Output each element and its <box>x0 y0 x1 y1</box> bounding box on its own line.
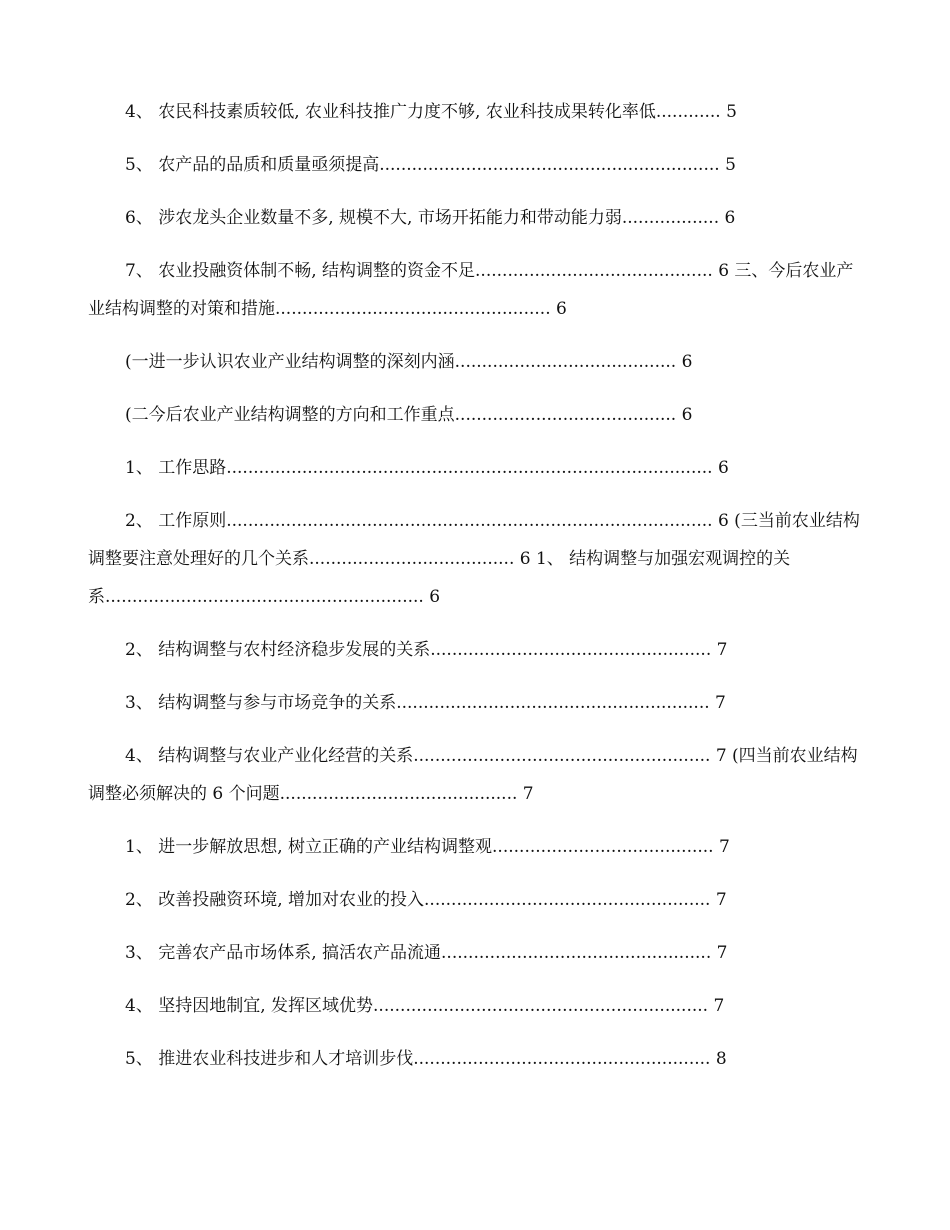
toc-entry: 2、 改善投融资环境, 增加对农业的投入..................................................... 7 <box>125 890 727 910</box>
toc-entry: 7、 农业投融资体制不畅, 结构调整的资金不足............................................ 6 三、今后农业产业结构调整的对策和措施................................................... 6 <box>88 261 854 319</box>
toc-entry: 4、 结构调整与农业产业化经营的关系....................................................... 7 (四当前农业结构调整必须解决的 6 个问题............................................ 7 <box>88 746 858 804</box>
toc-entry: 5、 推进农业科技进步和人才培训步伐....................................................... 8 <box>125 1049 727 1069</box>
toc-entry: 1、 进一步解放思想, 树立正确的产业结构调整观......................................... 7 <box>125 837 730 857</box>
toc-entry: 3、 完善农产品市场体系, 搞活农产品流通.................................................. 7 <box>125 943 728 963</box>
toc-entry: 5、 农产品的品质和质量亟须提高............................................................... 5 <box>125 155 736 175</box>
toc-entry: 4、 农民科技素质较低, 农业科技推广力度不够, 农业科技成果转化率低............ 5 <box>125 102 737 122</box>
toc-entry: 2、 结构调整与农村经济稳步发展的关系.................................................... 7 <box>125 640 728 660</box>
toc-entry: 2、 工作原则.......................................................................................... 6 (三当前农业结构调整要注意处理好的几个关系...................................... 6 1、 结构调整与加强宏观调控的关系........................................................... 6 <box>88 511 860 607</box>
toc-entry: 4、 坚持因地制宜, 发挥区域优势.............................................................. 7 <box>125 996 725 1016</box>
toc-entry: (二今后农业产业结构调整的方向和工作重点......................................... 6 <box>125 405 693 425</box>
toc-entry: 3、 结构调整与参与市场竞争的关系.......................................................... 7 <box>125 693 726 713</box>
table-of-contents <box>88 98 860 1098</box>
toc-entry: (一进一步认识农业产业结构调整的深刻内涵......................................... 6 <box>125 352 693 372</box>
toc-entry: 6、 涉农龙头企业数量不多, 规模不大, 市场开拓能力和带动能力弱.................. 6 <box>125 208 736 228</box>
toc-entry: 1、 工作思路.......................................................................................... 6 <box>125 458 729 478</box>
